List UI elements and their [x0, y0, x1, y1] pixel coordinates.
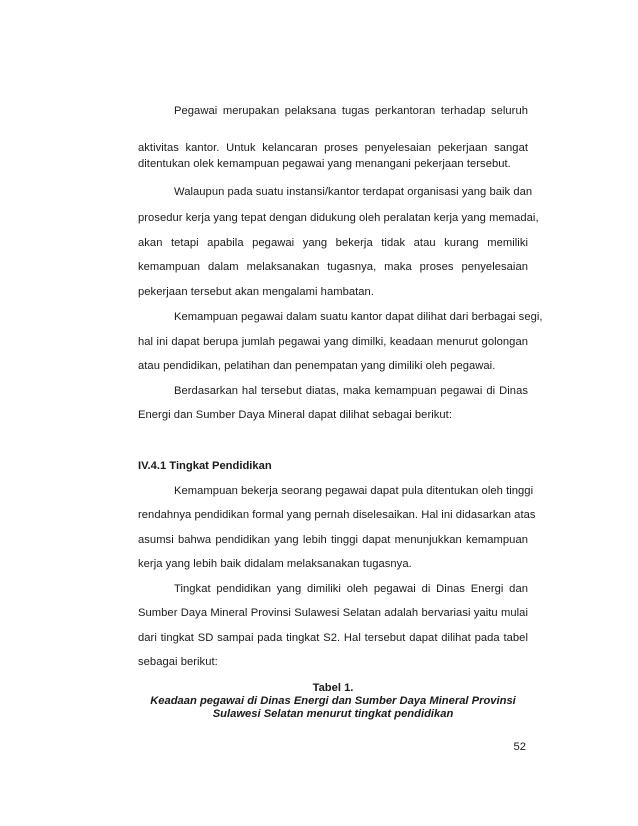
paragraph-1-line-3: ditentukan olek kemampuan pegawai yang menangani pekerjaan tersebut.: [138, 158, 511, 170]
paragraph-3-line-2: hal ini dapat berupa jumlah pegawai yang dimilki, keadaan menurut golongan: [138, 336, 528, 348]
section-paragraph-1-line-2: rendahnya pendidikan formal yang pernah diselesaikan. Hal ini didasarkan atas: [138, 509, 536, 521]
paragraph-1-line-1: Pegawai merupakan pelaksana tugas perkantoran terhadap seluruh: [174, 105, 528, 117]
table-caption-label: Tabel 1.: [312, 682, 354, 694]
table-caption-title-line-2: Sulawesi Selatan menurut tingkat pendidikan: [212, 708, 454, 720]
paragraph-4-line-1: Berdasarkan hal tersebut diatas, maka kemampuan pegawai di Dinas: [174, 385, 528, 397]
section-paragraph-2-line-4: sebagai berikut:: [138, 656, 218, 668]
paragraph-2-line-1: Walaupun pada suatu instansi/kantor terdapat organisasi yang baik dan: [174, 186, 533, 198]
section-paragraph-1-line-1: Kemampuan bekerja seorang pegawai dapat pula ditentukan oleh tinggi: [174, 485, 534, 497]
page-number: 52: [513, 741, 526, 753]
paragraph-2-line-2: prosedur kerja yang tepat dengan didukung oleh peralatan kerja yang memadai,: [138, 212, 539, 224]
paragraph-2-line-4: kemampuan dalam melaksanakan tugasnya, maka proses penyelesaian: [138, 261, 528, 273]
paragraph-2-line-3: akan tetapi apabila pegawai yang bekerja tidak atau kurang memiliki: [138, 237, 528, 249]
paragraph-3-line-1: Kemampuan pegawai dalam suatu kantor dapat dilihat dari berbagai segi,: [174, 311, 543, 323]
section-heading: IV.4.1 Tingkat Pendidikan: [138, 460, 272, 472]
section-paragraph-1-line-3: asumsi bahwa pendidikan yang lebih tinggi dapat menunjukkan kemampuan: [138, 534, 528, 546]
section-paragraph-2-line-3: dari tingkat SD sampai pada tingkat S2. Hal tersebut dapat dilihat pada tabel: [138, 632, 528, 644]
paragraph-3-line-3: atau pendidikan, pelatihan dan penempatan yang dimiliki oleh pegawai.: [138, 360, 496, 372]
section-paragraph-2-line-2: Sumber Daya Mineral Provinsi Sulawesi Selatan adalah bervariasi yaitu mulai: [138, 607, 528, 619]
section-paragraph-1-line-4: kerja yang lebih baik didalam melaksanakan tugasnya.: [138, 558, 412, 570]
paragraph-4-line-2: Energi dan Sumber Daya Mineral dapat dilihat sebagai berikut:: [138, 409, 452, 421]
paragraph-1-line-2: aktivitas kantor. Untuk kelancaran proses penyelesaian pekerjaan sangat: [138, 142, 528, 154]
section-paragraph-2-line-1: Tingkat pendidikan yang dimiliki oleh pegawai di Dinas Energi dan: [174, 583, 528, 595]
table-caption-title-line-1: Keadaan pegawai di Dinas Energi dan Sumber Daya Mineral Provinsi: [150, 695, 516, 707]
paragraph-2-line-5: pekerjaan tersebut akan mengalami hambatan.: [138, 286, 374, 298]
